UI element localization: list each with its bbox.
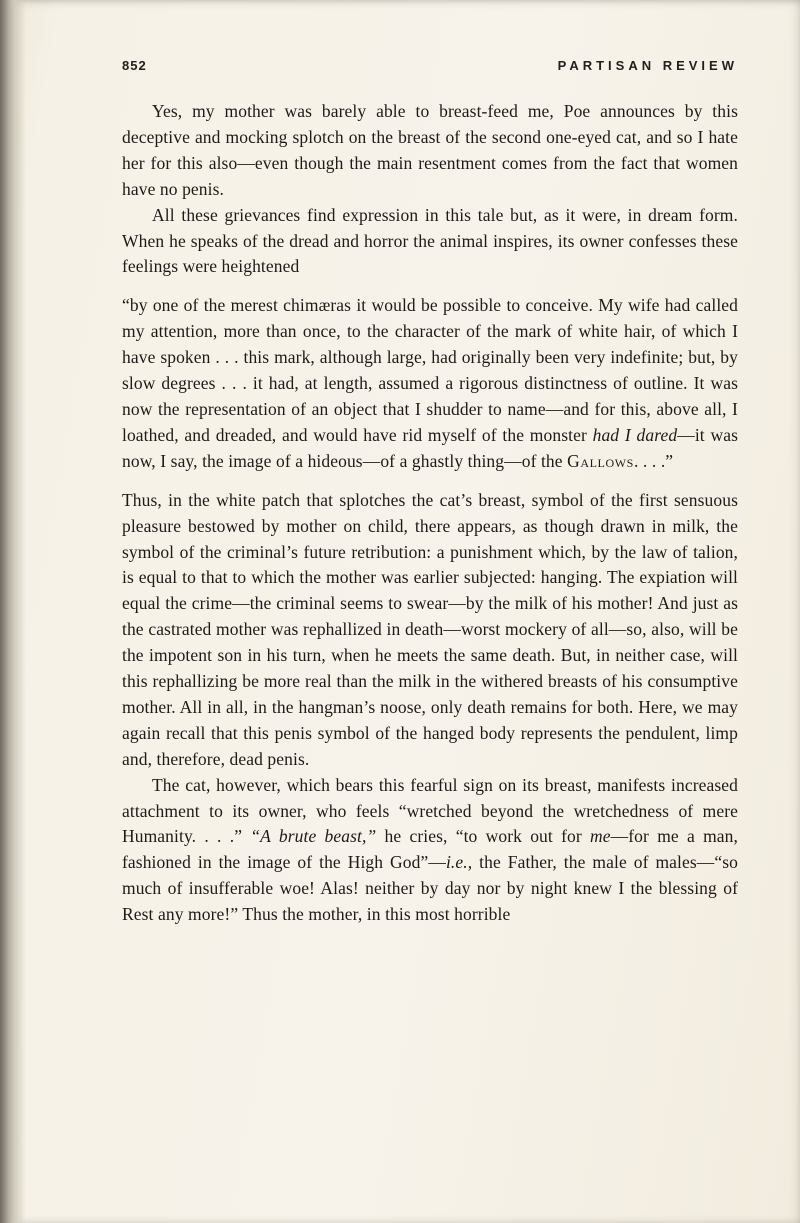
paragraph-2: [122, 203, 738, 281]
paragraph-5-italic-ie: i.e.,: [445, 852, 473, 873]
paragraph-4: [122, 488, 738, 773]
paragraph-5-text-2: he cries, “to work out for: [376, 826, 591, 847]
paragraph-5-text-3: —for me a man, fashioned in the image of the High God”—: [122, 826, 738, 873]
quote-text-3: . . . .”: [633, 450, 674, 471]
paragraph-5-italic-me: me: [590, 826, 611, 847]
page-header: [122, 58, 738, 73]
paragraph-4-text: Thus, in the white patch that splotches the cat’s breast, symbol of the first sensuous pleasure bestowed by mother on child, there appears, as though drawn in milk, the symbol of the criminal’s future retribution: a punishment which, by the law of talion, is equal to that to which the mother was earlier subjected: hanging. The expiation will equal the crime—the criminal seems to swear—by the milk of his mother! And just as the castrated mother was rephallized in death—worst mockery of all—so, also, will be the impotent son in his turn, when he meets the same death. But, in neither case, will this rephallizing be more real than the milk in the withered breasts of his consumptive mother. All in all, in the hangman’s noose, only death remains for both. Here, we may again recall that this penis symbol of the hanged body represents the pendulent, limp and, therefore, dead penis.: [122, 489, 738, 769]
quote-smallcaps-gallows: Gallows: [567, 450, 634, 471]
quote-text-2: —it was now, I say, the image of a hideous—of a ghastly thing—of the: [122, 424, 739, 471]
paragraph-1: [122, 99, 738, 203]
journal-title: PARTISAN REVIEW: [557, 58, 738, 73]
paragraph-2-text: All these grievances find expression in this tale but, as it were, in dream form. When he speaks of the dread and horror the animal inspires, its owner confesses these feelings were heightened: [122, 204, 738, 277]
paragraph-5: [122, 773, 738, 928]
paragraph-5-italic-brute-beast: “A brute beast,”: [250, 826, 377, 847]
paragraph-5-text-1: The cat, however, which bears this fearful sign on its breast, manifests increased attachment to its owner, who feels “wretched beyond the wretchedness of mere Humanity. . . .”: [122, 774, 738, 847]
block-quote: [122, 293, 738, 474]
page-number: 852: [122, 58, 147, 73]
binding-edge: [0, 0, 26, 1223]
page-body: [122, 99, 738, 928]
quote-italic-had-i-dared: had I dared: [592, 424, 678, 445]
quote-text-1: “by one of the merest chimæras it would be possible to conceive. My wife had called my attention, more than once, to the character of the mark of white hair, of which I have spoken . . . this mark, although large, had originally been very indefinite; but, by slow degrees . . . it had, at length, assumed a rigorous distinctness of outline. It was now the representation of an object that I shudder to name—and for this, above all, I loathed, and dreaded, and would have rid myself of the monster: [122, 295, 738, 445]
paragraph-1-text: Yes, my mother was barely able to breast-feed me, Poe announces by this deceptive and mocking splotch on the breast of the second one-eyed cat, and so I hate her for this also—even though the main resentment comes from the fact that women have no penis.: [122, 101, 738, 199]
paragraph-5-text-4: the Father, the male of males—“so much of insufferable woe! Alas! neither by day nor by night knew I the blessing of Rest any more!” Thus the mother, in this most horrible: [122, 852, 738, 925]
